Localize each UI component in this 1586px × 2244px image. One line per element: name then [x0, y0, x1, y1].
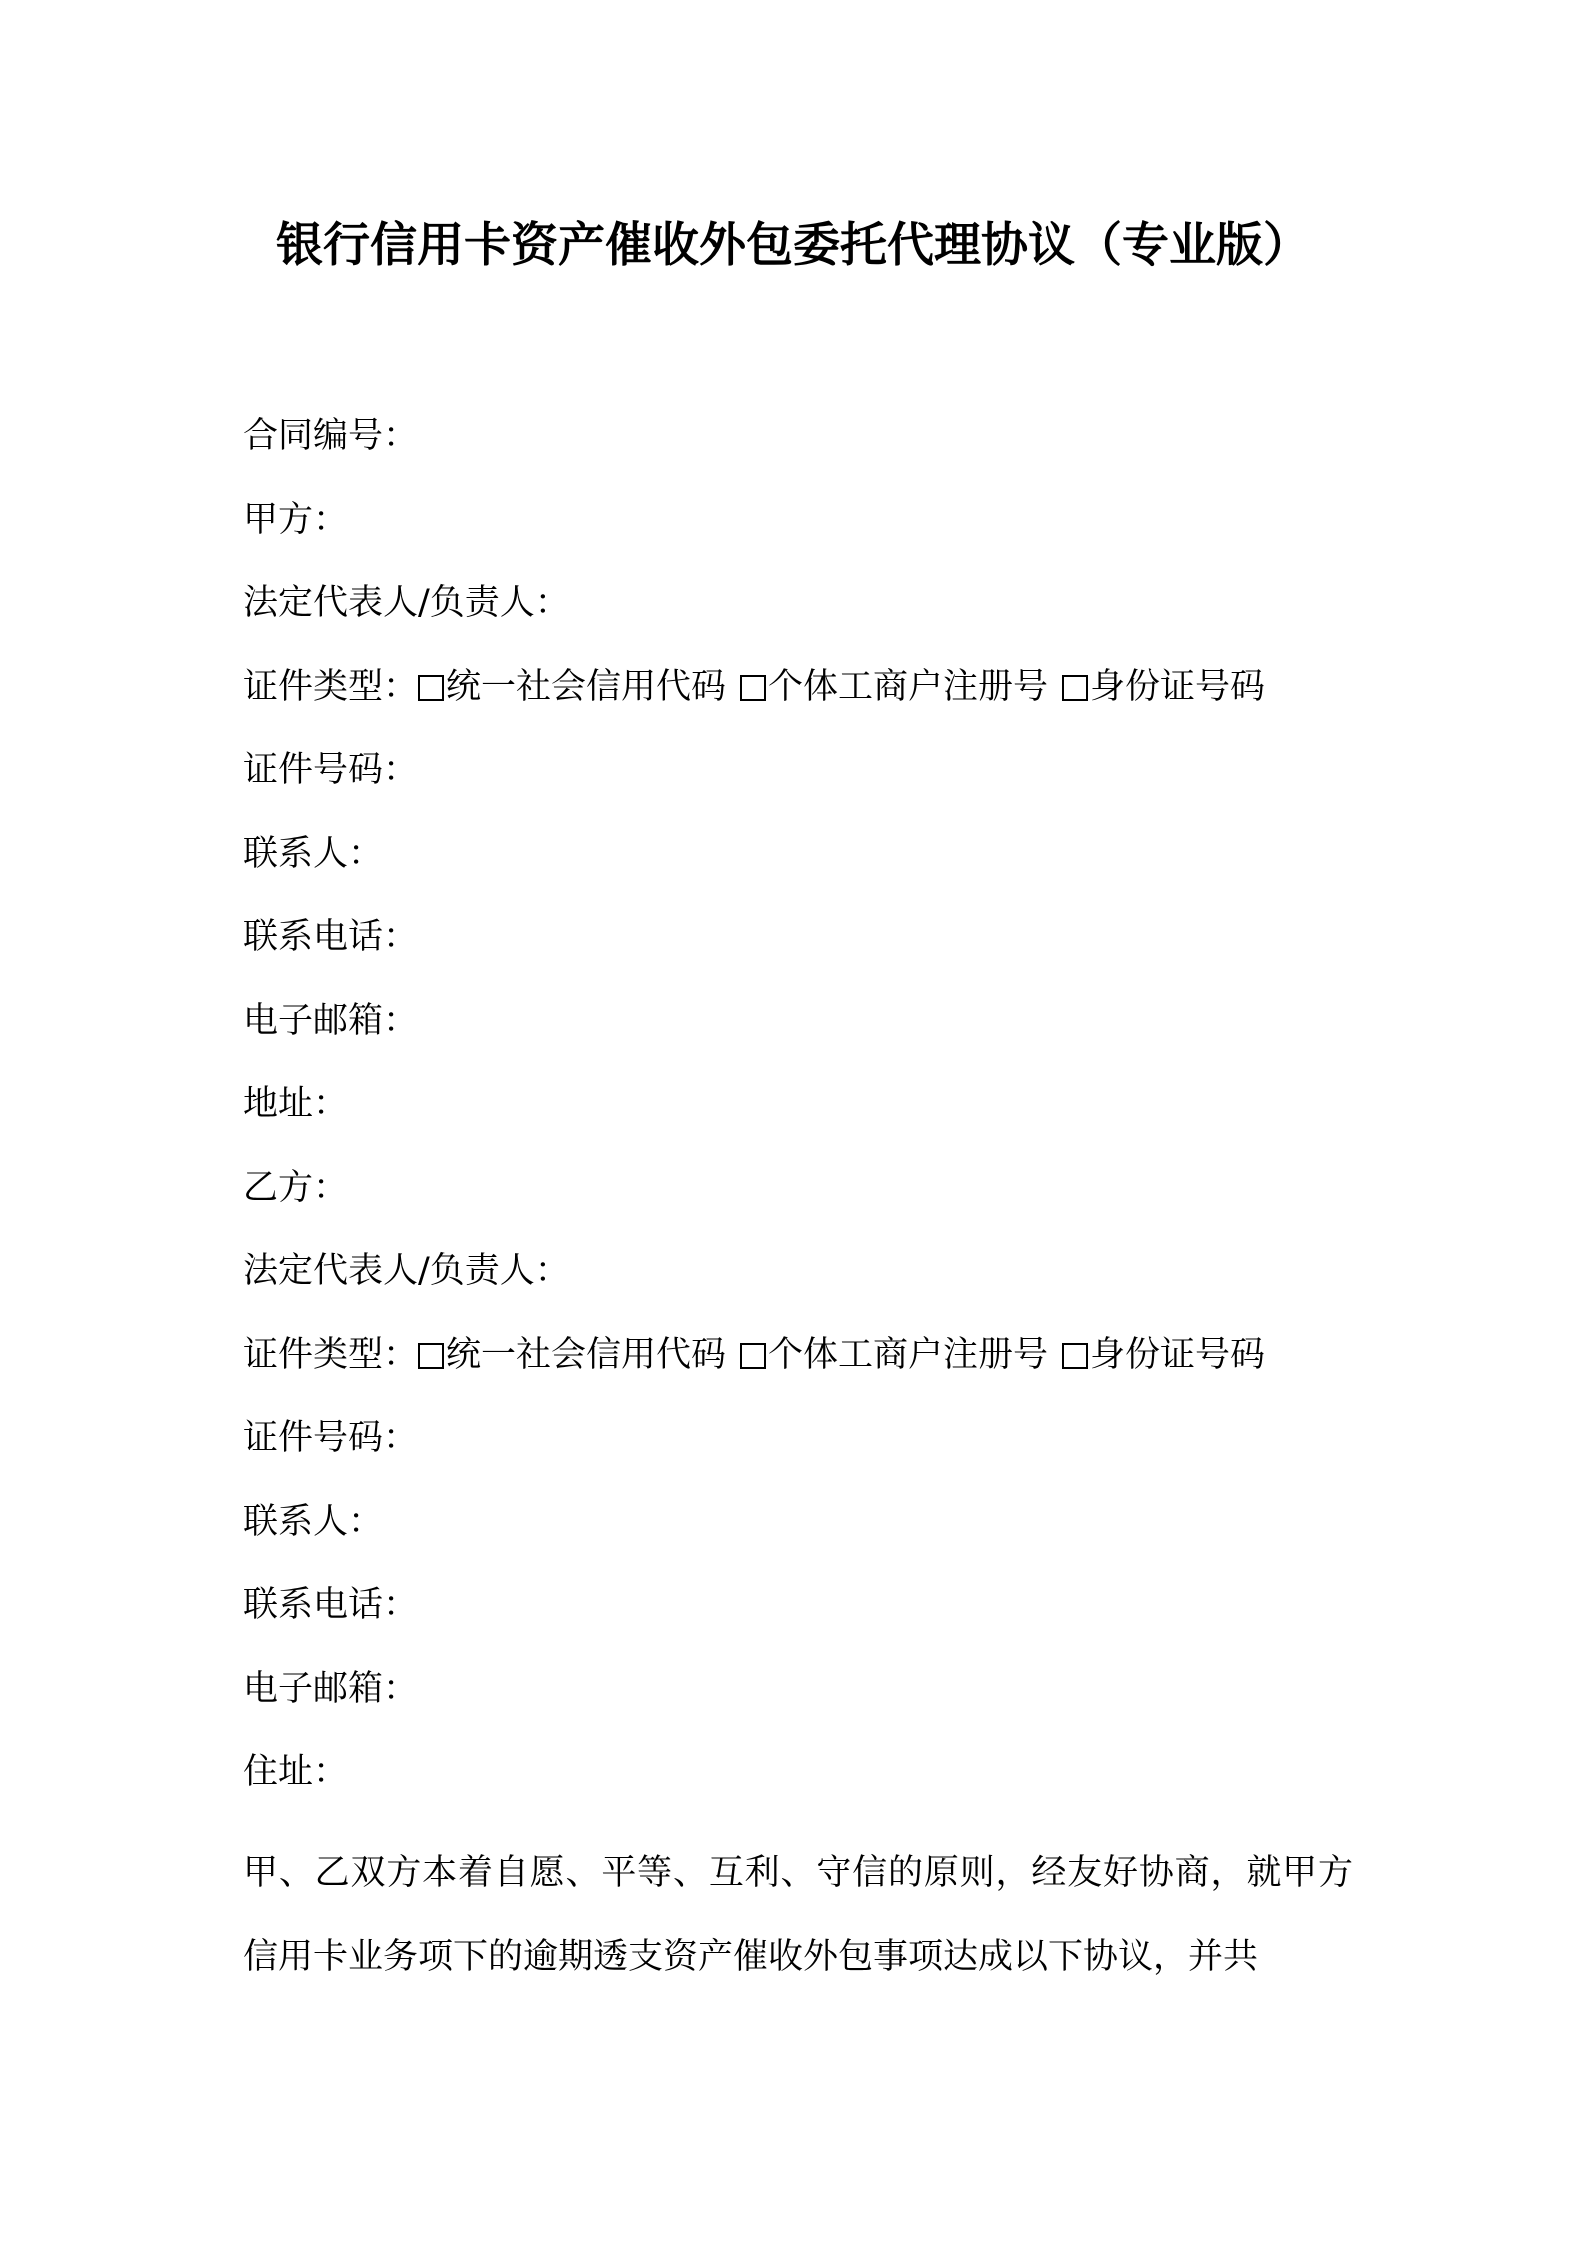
party-b-option-id-card[interactable]	[1062, 1335, 1265, 1375]
checkbox-icon[interactable]	[418, 675, 444, 701]
party-a-address-field	[243, 1072, 1363, 1156]
party-a-phone-field	[243, 905, 1363, 989]
party-a-phone-label: 联系电话：	[243, 917, 419, 957]
party-a-email-field	[243, 989, 1363, 1073]
party-b-email-field	[243, 1657, 1363, 1741]
party-a-legal-rep-field	[243, 571, 1363, 655]
party-info-section	[243, 404, 1363, 1824]
party-b-email-label: 电子邮箱：	[243, 1668, 419, 1709]
party-b-id-type-label: 证件类型：	[243, 1334, 419, 1375]
checkbox-icon[interactable]	[740, 675, 766, 701]
party-b-contact-label: 联系人：	[243, 1501, 384, 1542]
party-b-address-field	[243, 1740, 1363, 1824]
party-b-id-number-label: 证件号码：	[243, 1418, 419, 1458]
party-a-email-label: 电子邮箱：	[243, 1000, 419, 1041]
party-b-phone-field	[243, 1573, 1363, 1657]
party-a-address-label: 地址：	[243, 1084, 349, 1124]
party-a-id-type-field	[243, 655, 1363, 739]
party-b-field	[243, 1156, 1363, 1240]
party-a-option-id-card[interactable]	[1062, 667, 1265, 707]
option-label: 个体工商户注册号	[768, 666, 1049, 707]
party-a-legal-rep-label: 法定代表人/负责人：	[243, 583, 570, 623]
checkbox-icon[interactable]	[740, 1343, 766, 1369]
party-b-address-label: 住址：	[243, 1752, 349, 1792]
option-label: 身份证号码	[1090, 666, 1266, 707]
checkbox-icon[interactable]	[1062, 675, 1088, 701]
party-b-label: 乙方：	[243, 1167, 349, 1208]
intro-paragraph: 甲、乙双方本着自愿、平等、互利、守信的原则，经友好协商，就甲方信用卡业务项下的逾期透支资产催收外包事项达成以下协议，并共	[243, 1853, 1353, 1977]
party-a-id-type-label: 证件类型：	[243, 666, 419, 707]
party-a-id-number-field	[243, 738, 1363, 822]
party-a-label: 甲方：	[243, 499, 349, 540]
party-b-option-business-reg[interactable]	[740, 1335, 1048, 1375]
party-a-id-number-label: 证件号码：	[243, 750, 419, 790]
contract-number-field	[243, 404, 1363, 488]
party-b-id-type-field	[243, 1323, 1363, 1407]
party-a-contact-label: 联系人：	[243, 833, 384, 874]
checkbox-icon[interactable]	[1062, 1343, 1088, 1369]
party-a-contact-field	[243, 822, 1363, 906]
option-label: 统一社会信用代码	[446, 666, 727, 707]
option-label: 个体工商户注册号	[768, 1334, 1049, 1375]
checkbox-icon[interactable]	[418, 1343, 444, 1369]
party-a-option-business-reg[interactable]	[740, 667, 1048, 707]
party-b-legal-rep-field	[243, 1239, 1363, 1323]
party-b-legal-rep-label: 法定代表人/负责人：	[243, 1251, 570, 1291]
party-b-phone-label: 联系电话：	[243, 1585, 419, 1625]
party-b-contact-field	[243, 1490, 1363, 1574]
option-label: 身份证号码	[1090, 1334, 1266, 1375]
option-label: 统一社会信用代码	[446, 1334, 727, 1375]
contract-number-label: 合同编号：	[243, 416, 419, 456]
document-title: 银行信用卡资产催收外包委托代理协议（专业版）	[276, 218, 1310, 273]
party-a-field	[243, 488, 1363, 572]
party-b-option-credit-code[interactable]	[418, 1335, 726, 1375]
party-a-option-credit-code[interactable]	[418, 667, 726, 707]
party-b-id-number-field	[243, 1406, 1363, 1490]
